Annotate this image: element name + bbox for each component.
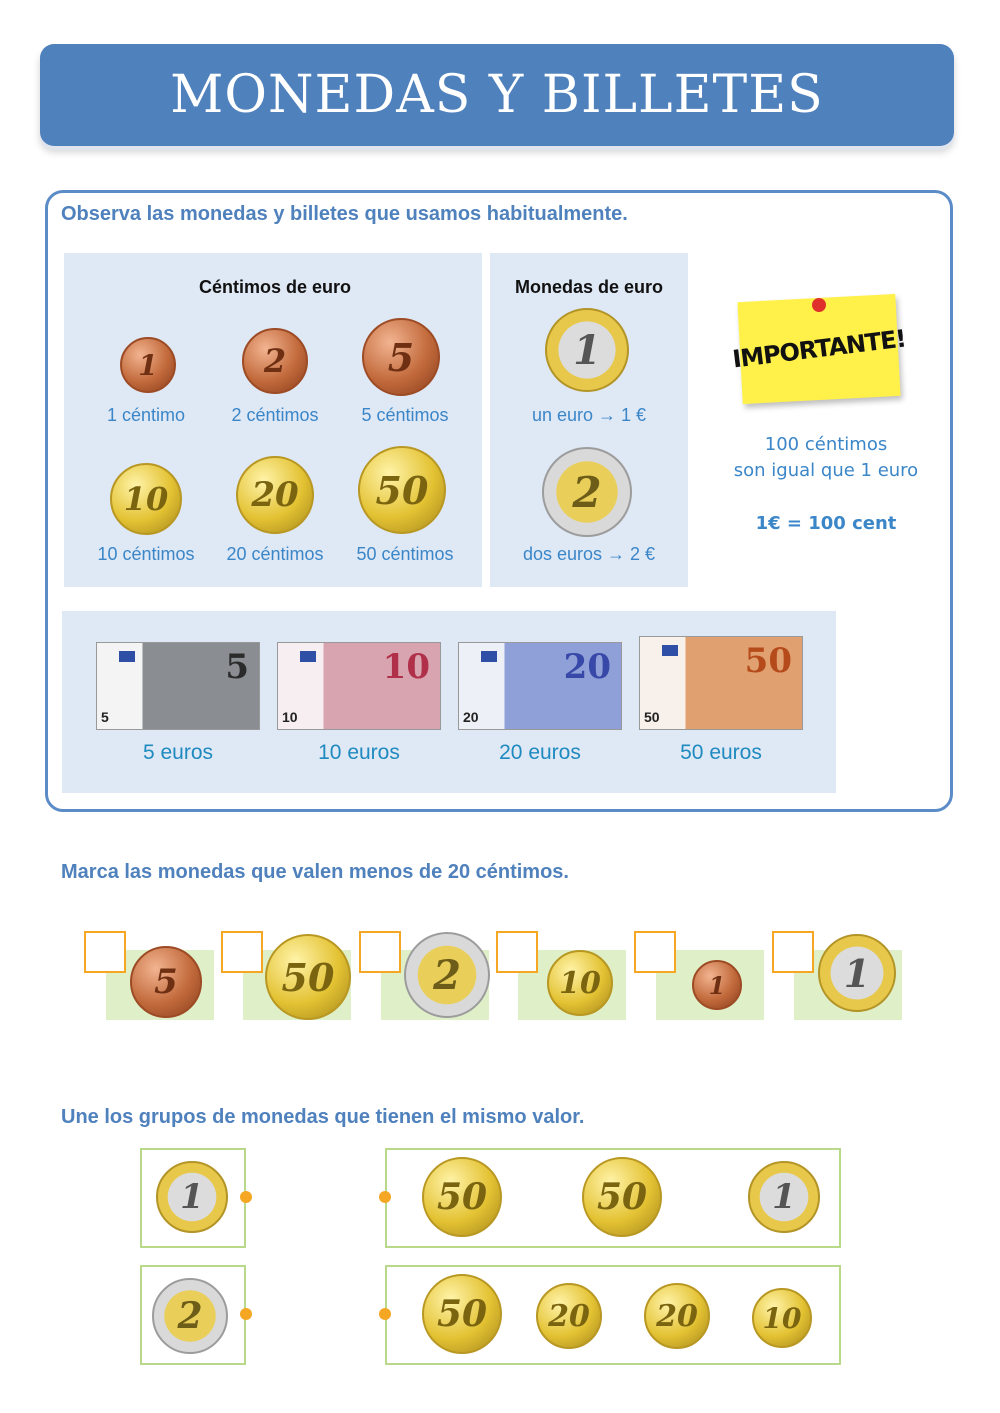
exercise-coin-1-cent: 1: [692, 960, 742, 1010]
bill-50-euros: 50 50: [639, 636, 803, 730]
match-coin-20-cent: 20: [644, 1283, 710, 1349]
exercise-coin-10-cent: 10: [547, 950, 613, 1016]
eu-flag-icon: [481, 651, 497, 662]
pushpin-icon: [812, 298, 826, 312]
exercise-coin-1-euro: 1: [818, 934, 896, 1012]
match-dot-left-1[interactable]: [240, 1191, 252, 1203]
bill-10-euros: 10 10: [277, 642, 441, 730]
match-dot-right-2[interactable]: [379, 1308, 391, 1320]
checkbox-coin-1[interactable]: [84, 931, 126, 973]
mark-coins-instruction: Marca las monedas que valen menos de 20 céntimos.: [61, 861, 569, 883]
bill-5-euros: 5 5: [96, 642, 260, 730]
match-coin-10-cent: 10: [752, 1288, 812, 1348]
label-1-euro: un euro → 1 €: [531, 405, 647, 425]
coin-10-cent: 10: [110, 463, 182, 535]
bill-20-euros: 20 20: [458, 642, 622, 730]
exercise-coin-50-cent: 50: [265, 934, 351, 1020]
importante-text: IMPORTANTE!: [730, 324, 908, 374]
match-coin-2-euro: 2: [152, 1278, 228, 1354]
observe-instruction: Observa las monedas y billetes que usamos habitualmente.: [61, 203, 628, 225]
label-20-cent: 20 céntimos: [226, 544, 324, 564]
note-line-2: son igual que 1 euro: [733, 460, 919, 481]
note-equation: 1€ = 100 cent: [755, 513, 897, 534]
label-20-euros: 20 euros: [499, 741, 581, 764]
exercise-coin-2-euro: 2: [404, 932, 490, 1018]
label-2-cent: 2 céntimos: [231, 405, 319, 425]
coin-1-cent: 1: [120, 337, 176, 393]
match-coin-50-cent: 50: [582, 1157, 662, 1237]
match-groups-instruction: Une los grupos de monedas que tienen el mismo valor.: [61, 1106, 585, 1128]
coin-5-cent: 5: [362, 318, 440, 396]
match-coin-1-euro: 1: [156, 1161, 228, 1233]
coin-1-euro: 1: [545, 308, 629, 392]
match-coin-50-cent: 50: [422, 1157, 502, 1237]
note-line-1: 100 céntimos: [764, 434, 888, 455]
coin-2-cent: 2: [242, 328, 308, 394]
match-coin-20-cent: 20: [536, 1283, 602, 1349]
match-dot-right-1[interactable]: [379, 1191, 391, 1203]
checkbox-coin-4[interactable]: [496, 931, 538, 973]
checkbox-coin-2[interactable]: [221, 931, 263, 973]
checkbox-coin-3[interactable]: [359, 931, 401, 973]
eu-flag-icon: [300, 651, 316, 662]
exercise-coin-5-cent: 5: [130, 946, 202, 1018]
label-2-euro: dos euros → 2 €: [522, 544, 656, 564]
eu-flag-icon: [662, 645, 678, 656]
label-1-cent: 1 céntimo: [106, 405, 186, 425]
eu-flag-icon: [119, 651, 135, 662]
euro-panel-heading: Monedas de euro: [514, 277, 664, 297]
coin-2-euro: 2: [542, 447, 632, 537]
coin-20-cent: 20: [236, 456, 314, 534]
label-50-cent: 50 céntimos: [356, 544, 454, 564]
match-dot-left-2[interactable]: [240, 1308, 252, 1320]
label-50-euros: 50 euros: [680, 741, 762, 764]
match-coin-50-cent: 50: [422, 1274, 502, 1354]
match-coin-1-euro: 1: [748, 1161, 820, 1233]
cents-panel-heading: Céntimos de euro: [198, 277, 352, 297]
checkbox-coin-5[interactable]: [634, 931, 676, 973]
checkbox-coin-6[interactable]: [772, 931, 814, 973]
label-5-euros: 5 euros: [142, 741, 214, 764]
coin-50-cent: 50: [358, 446, 446, 534]
label-10-euros: 10 euros: [318, 741, 400, 764]
label-5-cent: 5 céntimos: [361, 405, 449, 425]
page-title: MONEDAS Y BILLETES: [170, 65, 824, 125]
label-10-cent: 10 céntimos: [97, 544, 195, 564]
title-banner: [40, 44, 954, 146]
